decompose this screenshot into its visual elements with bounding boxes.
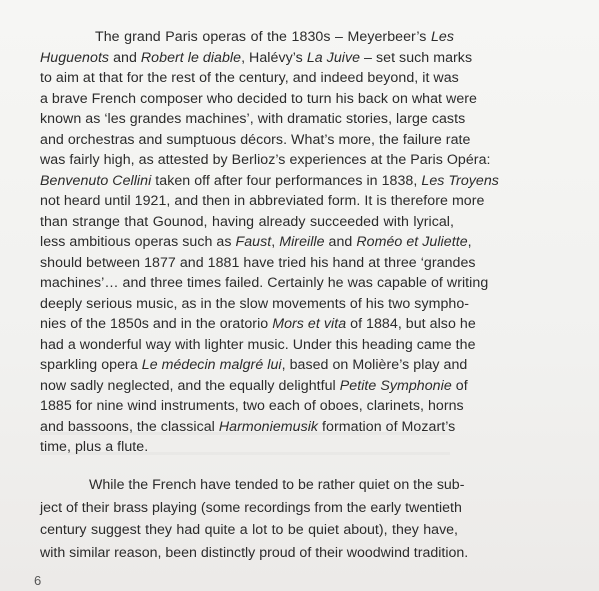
paragraph-1 (40, 27, 499, 458)
italic-title: Huguenots (40, 49, 110, 66)
paragraph-2-line (40, 542, 469, 565)
paragraph-1-line (40, 27, 454, 48)
text-run: now sadly neglected, and the equally delightful (40, 377, 340, 394)
italic-title: Mireille (279, 234, 325, 250)
text-run: of 1884, but also he (346, 316, 476, 332)
text-run: The grand Paris operas of the 1830s – Meyerbeer’s (95, 29, 431, 45)
italic-title: Harmoniemusik (218, 418, 319, 435)
text-run: to aim at that for the rest of the century, and indeed beyond, it was (40, 70, 459, 86)
text-run: , (467, 234, 472, 250)
text-run: and bassoons, the classical (40, 418, 219, 435)
paragraph-1-line (40, 273, 489, 294)
paragraph-1-line (40, 335, 476, 356)
paragraph-1-line (40, 232, 472, 253)
paragraph-1-line (40, 109, 466, 130)
text-run: less ambitious operas such as (40, 234, 236, 250)
paragraph-1-line (40, 212, 454, 233)
text-run: 1885 for nine wind instruments, two each of oboes, clarinets, horns (40, 398, 464, 414)
text-run: not heard until 1921, and then in abbreviated form. It is therefore more (40, 193, 485, 209)
paragraph-1-line (40, 396, 464, 417)
text-run: deeply serious music, as in the slow movements of his two sympho- (40, 295, 470, 312)
text-run: known as ‘les grandes machines’, with dramatic stories, large casts (40, 111, 466, 127)
paragraph-1-line (40, 437, 454, 458)
text-run: should between 1877 and 1881 have tried his hand at three ‘grandes (40, 254, 476, 271)
italic-title: Faust (235, 234, 272, 250)
paragraph-2-line (40, 519, 458, 542)
text-run: sparkling opera (40, 357, 142, 373)
italic-title: Les (430, 29, 454, 45)
italic-title: Les Troyens (421, 172, 499, 189)
paragraph-1-line (40, 355, 468, 376)
paragraph-1-line (40, 417, 454, 438)
text-run: ject of their brass playing (some recordings from the early twentieth (40, 499, 462, 516)
text-run: a brave French composer who decided to turn his back on what were (40, 90, 477, 107)
text-run: than strange that Gounod, having already succeeded with lyrical, (40, 213, 454, 230)
paragraph-2-line (40, 474, 465, 497)
paragraph-1-line (40, 376, 468, 397)
text-run: and (109, 49, 141, 66)
paragraph-1-line (40, 314, 476, 335)
text-run: had a wonderful way with lighter music. Under this heading came the (40, 336, 476, 353)
italic-title: Benvenuto Cellini (40, 172, 152, 189)
text-run: While the French have tended to be rather quiet on the sub- (89, 477, 465, 493)
italic-title: Petite Symphonie (339, 377, 452, 394)
paragraph-1-line (40, 130, 471, 151)
text-run: and orchestras and sumptuous décors. What’s more, the failure rate (40, 131, 471, 148)
paragraph-1-line (40, 191, 485, 212)
text-run: , (271, 234, 280, 250)
text-run: machines’… and three times failed. Certainly he was capable of writing (40, 275, 489, 291)
italic-title: La Juive (306, 49, 361, 66)
paragraph-1-line (40, 48, 473, 69)
italic-title: Le médecin malgré lui (141, 357, 282, 373)
text-run: – set such marks (360, 49, 473, 66)
italic-title: Roméo et Juliette (356, 234, 468, 250)
text-run: formation of Mozart’s (318, 418, 456, 435)
text-run: century suggest they had quite a lot to be quiet about), they have, (40, 522, 458, 538)
paragraph-1-line (40, 150, 491, 171)
text-run: time, plus a flute. (40, 439, 149, 455)
paragraph-1-line (40, 294, 470, 315)
paragraph-1-line (40, 253, 476, 274)
text-run: was fairly high, as attested by Berlioz’s experiences at the Paris Opéra: (40, 152, 491, 168)
text-run: , based on Molière’s play and (281, 357, 468, 373)
italic-title: Mors et vita (272, 316, 347, 332)
paragraph-2-line (40, 497, 462, 520)
text-run: of (451, 377, 468, 394)
paragraph-1-line (40, 171, 499, 192)
text-run: nies of the 1850s and in the oratorio (40, 316, 273, 332)
text-run: with similar reason, been distinctly proud of their woodwind tradition. (40, 544, 469, 561)
page-number: 6 (34, 573, 42, 588)
italic-title: Robert le diable (140, 49, 242, 66)
paragraph-1-line (40, 68, 459, 89)
paragraph-1-line (40, 89, 477, 110)
text-run: , Halévy’s (241, 49, 307, 66)
text-run: taken off after four performances in 1838, (151, 172, 422, 189)
paragraph-2 (40, 474, 469, 564)
text-run: and (324, 234, 357, 250)
